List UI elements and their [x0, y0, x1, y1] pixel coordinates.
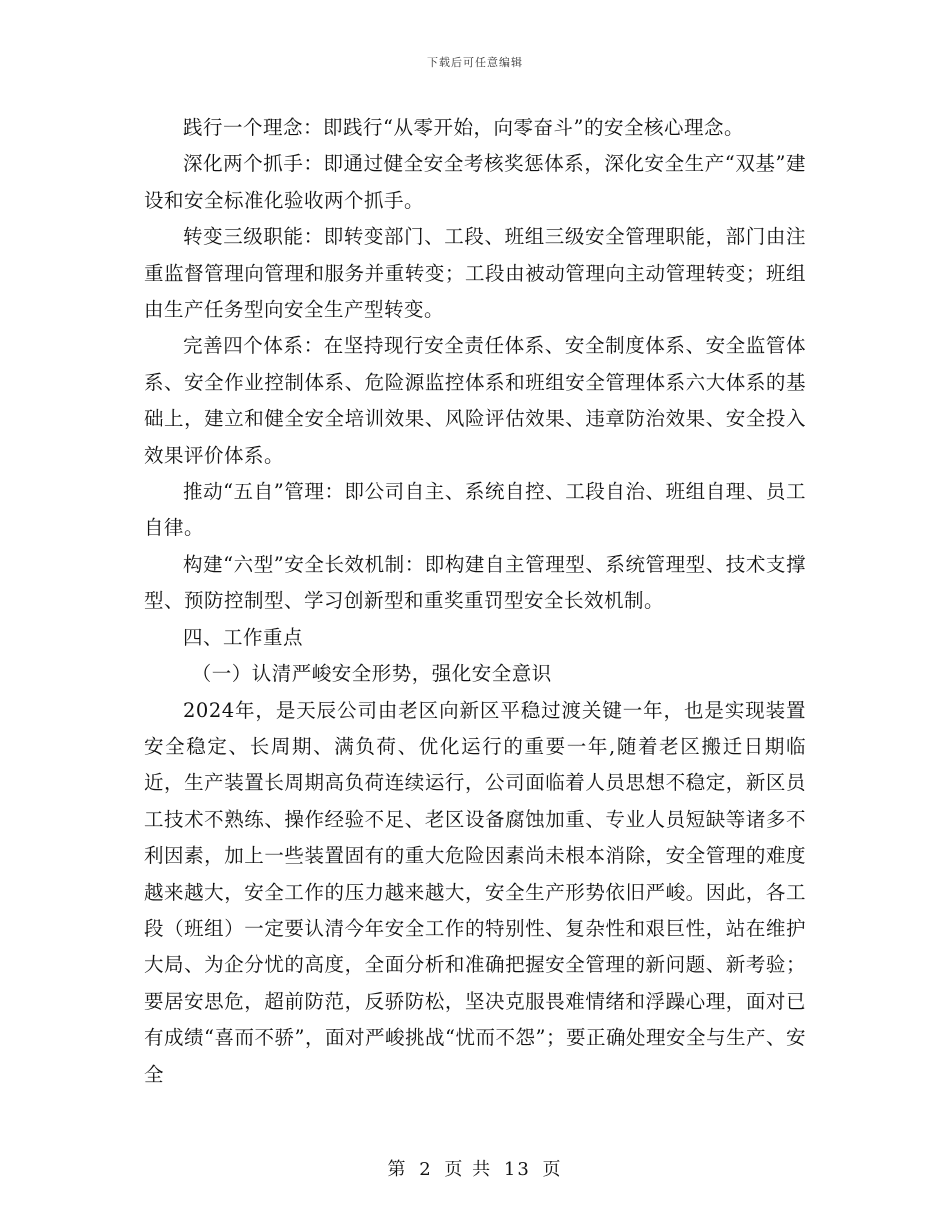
paragraph: 践行一个理念：即践行“从零开始，向零奋斗”的安全核心理念。	[183, 116, 744, 139]
paragraph: 深化两个抓手：即通过健全安全考核奖惩体系，深化安全生产“双基”建设和安全标准化验收两个抓手。	[144, 152, 806, 212]
document-body	[144, 110, 806, 1093]
page-label-mid: 页 共	[444, 1159, 493, 1180]
page-number-footer	[0, 1155, 950, 1181]
total-page-number: 13	[503, 1159, 531, 1180]
paragraph: 完善四个体系：在坚持现行安全责任体系、安全制度体系、安全监管体系、安全作业控制体系、危险源监控体系和班组安全管理体系六大体系的基础上，建立和健全安全培训效果、风险评估效果、违章防治效果、安全投入效果评价体系。	[144, 334, 806, 467]
section-heading: 四、工作重点	[183, 625, 304, 649]
paragraph: 构建“六型”安全长效机制：即构建自主管理型、系统管理型、技术支撑型、预防控制型、学习创新型和重奖重罚型安全长效机制。	[144, 552, 806, 613]
page-label-prefix: 第	[387, 1159, 408, 1180]
subsection-heading: （一）认清严峻安全形势，强化安全意识	[191, 662, 552, 686]
current-page-number: 2	[419, 1159, 433, 1180]
paragraph: 转变三级职能：即转变部门、工段、班组三级安全管理职能，部门由注重监督管理向管理和服务并重转变；工段由被动管理向主动管理转变；班组由生产任务型向安全生产型转变。	[144, 225, 806, 322]
paragraph: 2024年，是天辰公司由老区向新区平稳过渡关键一年，也是实现装置安全稳定、长周期、满负荷、优化运行的重要一年,随着老区搬迁日期临近，生产装置长周期高负荷连续运行，公司面临着人员思想不稳定，新区员工技术不熟练、操作经验不足、老区设备腐蚀加重、专业人员短缺等诸多不利因素，加上一些装置固有的重大危险因素尚未根本消除，安全管理的难度越来越大，安全工作的压力越来越大，安全生产形势依旧严峻。因此，各工段（班组）一定要认清今年安全工作的特别性、复杂性和艰巨性，站在维护大局、为企分忧的高度，全面分析和准确把握安全管理的新问题、新考验；要居安思危，超前防范，反骄防松，坚决克服畏难情绪和浮躁心理，面对已有成绩“喜而不骄”，面对严峻挑战“忧而不怨”；要正确处理安全与生产、安全	[144, 698, 806, 1086]
paragraph: 推动“五自”管理：即公司自主、系统自控、工段自治、班组自理、员工自律。	[144, 480, 806, 540]
page-label-suffix: 页	[542, 1159, 563, 1180]
page-header: 下载后可任意编辑	[427, 56, 523, 69]
